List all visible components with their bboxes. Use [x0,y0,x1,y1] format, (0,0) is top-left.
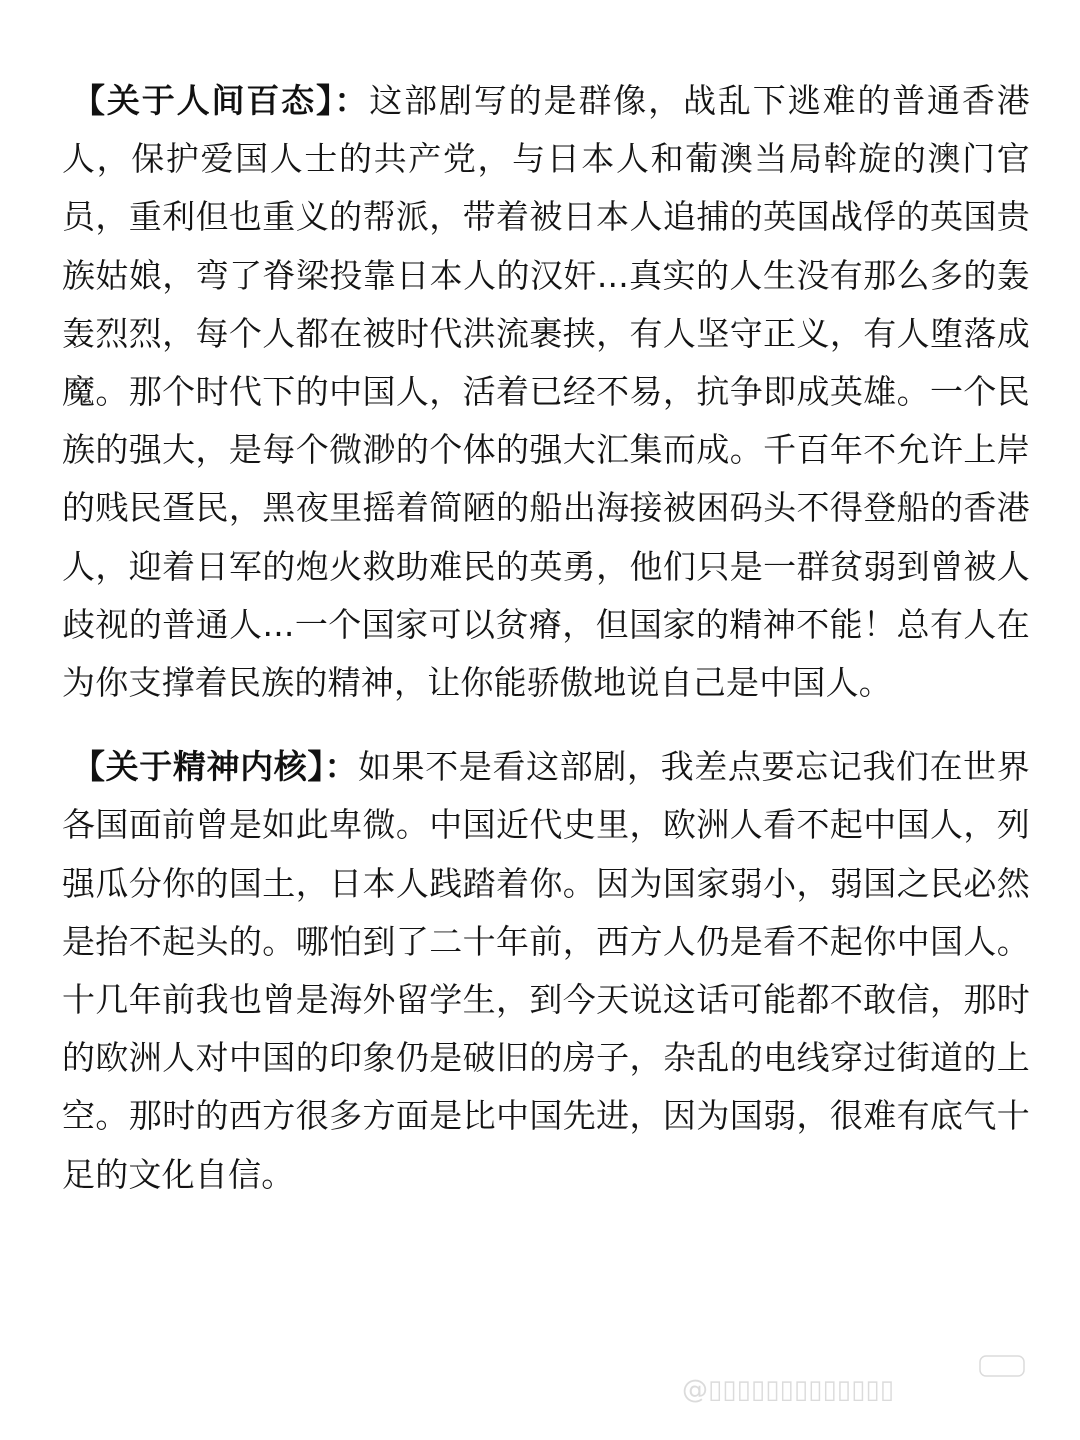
paragraph-body: 如果不是看这部剧，我差点要忘记我们在世界各国面前曾是如此卑微。中国近代史里，欧洲人看不起中国人，列强瓜分你的国土，日本人践踏着你。因为国家弱小，弱国之民必然是抬不起头的。哪怕到了二十年前，西方人仍是看不起你中国人。十几年前我也曾是海外留学生，到今天说这话可能都不敢信，那时的欧洲人对中国的印象仍是破旧的房子，杂乱的电线穿过街道的上空。那时的西方很多方面是比中国先进，因为国弱，很难有底气十足的文化自信。 [62,747,1030,1194]
paragraph-human-life [62,72,1030,712]
paragraph-heading: 【关于精神内核】： [72,747,359,787]
watermark [680,1352,1040,1408]
watermark-text: @▯▯▯▯▯▯▯▯▯▯▯▯▯ [682,1375,894,1405]
paragraph-heading: 【关于人间百态】： [72,81,370,120]
paragraph-body: 这部剧写的是群像，战乱下逃难的普通香港人，保护爱国人士的共产党，与日本人和葡澳当局斡旋的澳门官员，重利但也重义的帮派，带着被日本人追捕的英国战俘的英国贵族姑娘，弯了脊梁投靠日本人的汉奸...真实的人生没有那么多的轰轰烈烈，每个人都在被时代洪流裹挟，有人坚守正义，有人堕落成魔。那个时代下的中国人，活着已经不易，抗争即成英雄。一个民族的强大，是每个微渺的个体的强大汇集而成。千百年不允许上岸的贱民疍民，黑夜里摇着简陋的船出海接被困码头不得登船的香港人，迎着日军的炮火救助难民的英勇，他们只是一群贫弱到曾被人歧视的普通人...一个国家可以贫瘠，但国家的精神不能！总有人在为你支撑着民族的精神，让你能骄傲地说自己是中国人。 [62,81,1030,703]
paragraph-spiritual-core [62,738,1030,1204]
article [62,72,1030,1204]
watermark-graphic [680,1352,1040,1408]
